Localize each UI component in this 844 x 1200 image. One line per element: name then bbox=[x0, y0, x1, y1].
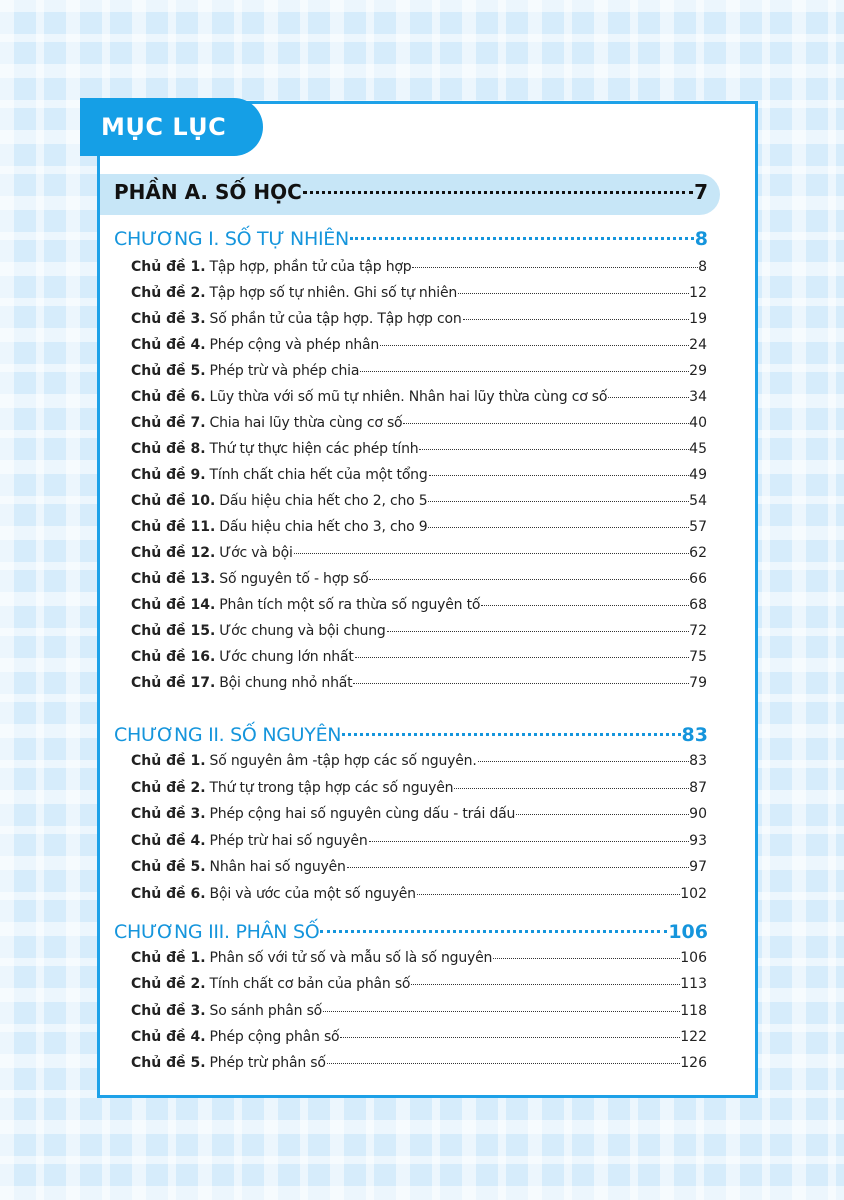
topic-page: 126 bbox=[680, 1055, 707, 1072]
topic-number: Chủ đề 1. bbox=[131, 950, 206, 966]
topic-page: 49 bbox=[689, 467, 707, 483]
leader-dots bbox=[429, 475, 690, 476]
leader-dots bbox=[369, 579, 689, 580]
topic-number: Chủ đề 4. bbox=[131, 337, 206, 353]
topic-title: Dấu hiệu chia hết cho 2, cho 5 bbox=[219, 493, 428, 509]
topic-row[interactable] bbox=[131, 1003, 707, 1019]
chapter-row[interactable] bbox=[114, 921, 708, 943]
topic-number: Chủ đề 8. bbox=[131, 441, 206, 457]
topic-row[interactable] bbox=[131, 259, 707, 275]
topic-page: 68 bbox=[689, 597, 707, 613]
topic-title: Lũy thừa với số mũ tự nhiên. Nhân hai lũy thừa cùng cơ số bbox=[209, 389, 608, 405]
topic-page: 57 bbox=[689, 519, 707, 535]
topic-row[interactable] bbox=[131, 833, 707, 849]
topic-number: Chủ đề 2. bbox=[131, 976, 206, 993]
topic-page: 34 bbox=[689, 389, 707, 405]
topic-title: Phép cộng và phép nhân bbox=[209, 337, 380, 353]
topic-title: Ước và bội bbox=[219, 545, 293, 561]
topic-title: Tính chất cơ bản của phân số bbox=[209, 976, 411, 993]
topic-number: Chủ đề 12. bbox=[131, 545, 216, 561]
topic-page: 8 bbox=[698, 259, 707, 275]
topic-page: 118 bbox=[680, 1002, 707, 1019]
topic-row[interactable] bbox=[131, 753, 707, 769]
topic-number: Chủ đề 1. bbox=[131, 753, 206, 769]
topic-title: Bội chung nhỏ nhất bbox=[219, 675, 353, 691]
chapter-row[interactable] bbox=[114, 724, 708, 746]
topic-number: Chủ đề 9. bbox=[131, 467, 206, 483]
topic-page: 62 bbox=[689, 545, 707, 561]
topic-title: Số nguyên âm -tập hợp các số nguyên. bbox=[209, 753, 477, 769]
topic-title: Tập hợp số tự nhiên. Ghi số tự nhiên bbox=[209, 285, 458, 301]
topic-page: 19 bbox=[689, 311, 707, 327]
topic-page: 83 bbox=[689, 753, 707, 769]
chapter-page: 8 bbox=[694, 228, 708, 250]
topic-number: Chủ đề 5. bbox=[131, 1055, 206, 1072]
leader-dots bbox=[411, 984, 680, 985]
topic-number: Chủ đề 2. bbox=[131, 779, 206, 796]
topic-row[interactable] bbox=[131, 285, 707, 301]
topic-row[interactable] bbox=[131, 675, 707, 691]
leader-dots bbox=[463, 319, 690, 320]
topic-number: Chủ đề 15. bbox=[131, 623, 216, 639]
leader-dots bbox=[320, 930, 667, 933]
leader-dots bbox=[493, 958, 680, 959]
topic-row[interactable] bbox=[131, 571, 707, 587]
chapter-label: CHƯƠNG II. SỐ NGUYÊN bbox=[114, 724, 342, 746]
topic-title: Phép cộng hai số nguyên cùng dấu - trái dấu bbox=[209, 806, 516, 823]
leader-dots bbox=[360, 371, 689, 372]
topic-row[interactable] bbox=[131, 389, 707, 405]
topic-title: Nhân hai số nguyên bbox=[209, 859, 346, 876]
topic-number: Chủ đề 2. bbox=[131, 285, 206, 301]
topic-row[interactable] bbox=[131, 649, 707, 665]
leader-dots bbox=[428, 527, 689, 528]
chapter-label: CHƯƠNG I. SỐ TỰ NHIÊN bbox=[114, 228, 349, 250]
chapter-row[interactable] bbox=[114, 228, 708, 250]
topic-page: 45 bbox=[689, 441, 707, 457]
topic-title: Tập hợp, phần tử của tập hợp bbox=[209, 259, 412, 275]
leader-dots bbox=[516, 814, 689, 815]
topic-number: Chủ đề 4. bbox=[131, 1028, 206, 1045]
topic-page: 90 bbox=[689, 806, 707, 823]
topic-number: Chủ đề 5. bbox=[131, 859, 206, 876]
topic-number: Chủ đề 17. bbox=[131, 675, 216, 691]
topic-number: Chủ đề 3. bbox=[131, 1002, 206, 1019]
topic-number: Chủ đề 10. bbox=[131, 493, 216, 509]
leader-dots bbox=[350, 237, 694, 240]
topic-row[interactable] bbox=[131, 1029, 707, 1045]
topic-row[interactable] bbox=[131, 337, 707, 353]
topic-page: 102 bbox=[680, 886, 707, 902]
leader-dots bbox=[478, 761, 690, 762]
topic-title: Thứ tự thực hiện các phép tính bbox=[209, 441, 419, 457]
topic-row[interactable] bbox=[131, 311, 707, 327]
topic-title: Phân số với tử số và mẫu số là số nguyên bbox=[209, 950, 493, 966]
topic-row[interactable] bbox=[131, 623, 707, 639]
leader-dots bbox=[353, 683, 689, 684]
leader-dots bbox=[481, 605, 689, 606]
topic-page: 87 bbox=[689, 779, 707, 796]
chapter-page: 83 bbox=[681, 724, 708, 746]
part-row[interactable] bbox=[114, 180, 708, 204]
topic-row[interactable] bbox=[131, 1055, 707, 1071]
topic-title: Phép trừ và phép chia bbox=[209, 363, 360, 379]
leader-dots bbox=[428, 501, 689, 502]
topic-page: 72 bbox=[689, 623, 707, 639]
topic-page: 113 bbox=[680, 976, 707, 993]
topic-page: 97 bbox=[689, 859, 707, 876]
topic-title: Ước chung lớn nhất bbox=[219, 649, 354, 665]
topic-title: Phân tích một số ra thừa số nguyên tố bbox=[219, 597, 481, 613]
topic-number: Chủ đề 6. bbox=[131, 389, 206, 405]
topic-row[interactable] bbox=[131, 519, 707, 535]
topic-page: 75 bbox=[689, 649, 707, 665]
topic-title: So sánh phân số bbox=[209, 1002, 323, 1019]
leader-dots bbox=[608, 397, 689, 398]
leader-dots bbox=[454, 788, 689, 789]
topic-title: Số phần tử của tập hợp. Tập hợp con bbox=[209, 311, 462, 327]
chapter-label: CHƯƠNG III. PHÂN SỐ bbox=[114, 921, 320, 943]
topic-number: Chủ đề 14. bbox=[131, 597, 216, 613]
topic-row[interactable] bbox=[131, 467, 707, 483]
topic-number: Chủ đề 7. bbox=[131, 415, 206, 431]
topic-number: Chủ đề 11. bbox=[131, 519, 216, 535]
topic-row[interactable] bbox=[131, 545, 707, 561]
leader-dots bbox=[340, 1037, 680, 1038]
topic-title: Dấu hiệu chia hết cho 3, cho 9 bbox=[219, 519, 428, 535]
topic-row[interactable] bbox=[131, 950, 707, 966]
topic-number: Chủ đề 6. bbox=[131, 886, 206, 902]
topic-title: Ước chung và bội chung bbox=[219, 623, 386, 639]
topic-row[interactable] bbox=[131, 859, 707, 875]
leader-dots bbox=[342, 733, 680, 736]
topic-number: Chủ đề 3. bbox=[131, 806, 206, 823]
topic-row[interactable] bbox=[131, 415, 707, 431]
topic-number: Chủ đề 16. bbox=[131, 649, 216, 665]
leader-dots bbox=[380, 345, 689, 346]
topic-page: 79 bbox=[689, 675, 707, 691]
leader-dots bbox=[403, 423, 689, 424]
topic-title: Tính chất chia hết của một tổng bbox=[209, 467, 428, 483]
topic-page: 54 bbox=[689, 493, 707, 509]
leader-dots bbox=[347, 867, 689, 868]
topic-number: Chủ đề 3. bbox=[131, 311, 206, 327]
part-page: 7 bbox=[694, 180, 708, 204]
topic-page: 40 bbox=[689, 415, 707, 431]
leader-dots bbox=[369, 841, 690, 842]
leader-dots bbox=[327, 1063, 681, 1064]
leader-dots bbox=[412, 267, 698, 268]
topic-number: Chủ đề 5. bbox=[131, 363, 206, 379]
part-label: PHẦN A. SỐ HỌC bbox=[114, 180, 302, 204]
topic-title: Phép cộng phân số bbox=[209, 1028, 340, 1045]
leader-dots bbox=[419, 449, 689, 450]
topic-page: 24 bbox=[689, 337, 707, 353]
topic-title: Chia hai lũy thừa cùng cơ số bbox=[209, 415, 403, 431]
topic-page: 106 bbox=[680, 950, 707, 966]
leader-dots bbox=[355, 657, 690, 658]
topic-page: 29 bbox=[689, 363, 707, 379]
topic-title: Bội và ước của một số nguyên bbox=[209, 886, 416, 902]
topic-row[interactable] bbox=[131, 806, 707, 822]
leader-dots bbox=[303, 191, 693, 194]
topic-number: Chủ đề 4. bbox=[131, 832, 206, 849]
topic-page: 93 bbox=[689, 832, 707, 849]
leader-dots bbox=[387, 631, 690, 632]
topic-row[interactable] bbox=[131, 976, 707, 992]
leader-dots bbox=[294, 553, 690, 554]
topic-page: 12 bbox=[689, 285, 707, 301]
topic-page: 122 bbox=[680, 1028, 707, 1045]
topic-row[interactable] bbox=[131, 363, 707, 379]
topic-number: Chủ đề 13. bbox=[131, 571, 216, 587]
topic-row[interactable] bbox=[131, 886, 707, 902]
topic-title: Phép trừ hai số nguyên bbox=[209, 832, 368, 849]
page-title: MỤC LỤC bbox=[80, 98, 263, 156]
topic-row[interactable] bbox=[131, 780, 707, 796]
leader-dots bbox=[417, 894, 680, 895]
topic-row[interactable] bbox=[131, 441, 707, 457]
leader-dots bbox=[323, 1011, 680, 1012]
topic-number: Chủ đề 1. bbox=[131, 259, 206, 275]
topic-title: Phép trừ phân số bbox=[209, 1055, 326, 1072]
topic-title: Thứ tự trong tập hợp các số nguyên bbox=[209, 779, 454, 796]
topic-row[interactable] bbox=[131, 597, 707, 613]
topic-row[interactable] bbox=[131, 493, 707, 509]
chapter-page: 106 bbox=[668, 921, 708, 943]
leader-dots bbox=[458, 293, 689, 294]
topic-page: 66 bbox=[689, 571, 707, 587]
topic-title: Số nguyên tố - hợp số bbox=[219, 571, 369, 587]
